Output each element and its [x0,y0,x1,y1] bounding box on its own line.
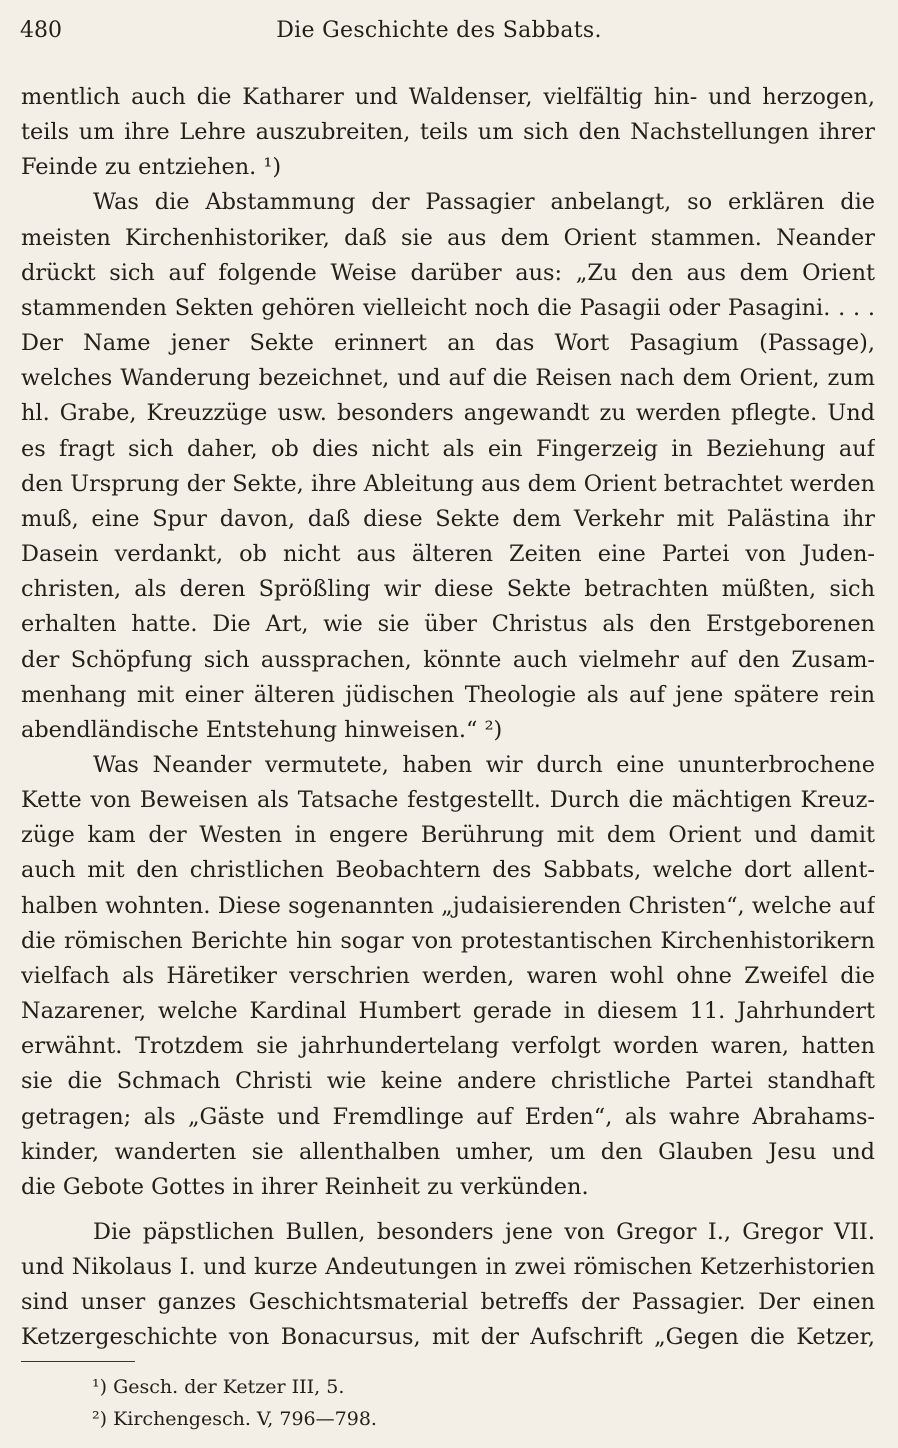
text-line: erwähnt. Trotzdem sie jahrhundertelang verfolgt worden waren, hatten [21,1033,875,1060]
text-line: auch mit den christlichen Beobachtern des Sabbats, welche dort allent- [21,857,875,884]
text-line: vielfach als Häretiker verschrien werden, waren wohl ohne Zweifel die [21,962,875,989]
footnote-2: ²) Kirchengesch. V, 796—798. [92,1408,377,1430]
text-line: teils um ihre Lehre auszubreiten, teils um sich den Nachstellungen ihrer [21,119,875,146]
text-line: Nazarener, welche Kardinal Humbert gerade in diesem 11. Jahrhundert [21,998,875,1025]
text-line: die Gebote Gottes in ihrer Reinheit zu verkünden. [21,1173,589,1200]
text-line: getragen; als „Gäste und Fremdlinge auf Erden“, als wahre Abrahams- [21,1103,875,1130]
text-line: den Ursprung der Sekte, ihre Ableitung aus dem Orient betrachtet werden [21,470,875,497]
text-line: Kette von Beweisen als Tatsache festgestellt. Durch die mächtigen Kreuz- [21,787,875,814]
running-head: Die Geschichte des Sabbats. [276,18,602,43]
text-line: Was die Abstammung der Passagier anbelangt, so erklären die [93,189,875,216]
paragraph-3 [21,748,875,1205]
text-line: kinder, wanderten sie allenthalben umher, um den Glauben Jesu und [21,1138,875,1165]
text-line: halben wohnten. Diese sogenannten „judaisierenden Christen“, welche auf [21,892,875,919]
text-line: drückt sich auf folgende Weise darüber aus: „Zu den aus dem Orient [21,259,875,286]
text-line: hl. Grabe, Kreuzzüge usw. besonders angewandt zu werden pflegte. Und [21,400,875,427]
text-line: die römischen Berichte hin sogar von protestantischen Kirchenhistorikern [21,927,875,954]
text-line: sind unser ganzes Geschichtsmaterial betreffs der Passagier. Der einen [21,1289,875,1316]
footnote-1: ¹) Gesch. der Ketzer III, 5. [92,1376,345,1398]
paragraph-2 [21,185,875,748]
page-header [20,14,858,48]
paragraph-1 [21,80,875,185]
text-line: Die päpstlichen Bullen, besonders jene von Gregor I., Gregor VII. [93,1219,875,1245]
text-line: Was Neander vermutete, haben wir durch eine ununterbrochene [93,751,875,778]
text-line: menhang mit einer älteren jüdischen Theologie als auf jene spätere rein [21,681,875,708]
footnote-rule [21,1361,135,1362]
text-line: der Schöpfung sich aussprachen, könnte auch vielmehr auf den Zusam- [21,646,875,673]
text-line: Der Name jener Sekte erinnert an das Wort Pasagium (Passage), [21,330,875,357]
body-text [21,80,875,1356]
text-line: welches Wanderung bezeichnet, und auf die Reisen nach dem Orient, zum [21,365,875,392]
text-line: muß, eine Spur davon, daß diese Sekte dem Verkehr mit Palästina ihr [21,505,875,532]
page-number: 480 [20,18,62,43]
paragraph-4 [21,1215,875,1356]
text-line: Dasein verdankt, ob nicht aus älteren Zeiten eine Partei von Juden- [21,541,875,568]
text-line: Ketzergeschichte von Bonacursus, mit der Aufschrift „Gegen die Ketzer, [21,1324,875,1351]
text-line: mentlich auch die Katharer und Waldenser, vielfältig hin- und herzogen, [21,84,875,110]
text-line: sie die Schmach Christi wie keine andere christliche Partei standhaft [21,1068,875,1095]
text-line: es fragt sich daher, ob dies nicht als ein Fingerzeig in Beziehung auf [21,435,875,462]
text-line: stammenden Sekten gehören vielleicht noch die Pasagii oder Pasagini. . . . [21,294,875,321]
text-line: züge kam der Westen in engere Berührung mit dem Orient und damit [21,822,875,849]
text-line: und Nikolaus I. und kurze Andeutungen in zwei römischen Ketzerhistorien [21,1254,875,1281]
text-line: Feinde zu entziehen. ¹) [21,154,282,181]
text-line: erhalten hatte. Die Art, wie sie über Christus als den Erstgeborenen [21,611,875,638]
paragraph-gap [21,1205,875,1215]
text-line: christen, als deren Sprößling wir diese Sekte betrachten müßten, sich [21,576,875,603]
text-line: meisten Kirchenhistoriker, daß sie aus dem Orient stammen. Neander [21,224,875,251]
text-line: abendländische Entstehung hinweisen.“ ²) [21,716,503,743]
footnotes [92,1371,792,1435]
